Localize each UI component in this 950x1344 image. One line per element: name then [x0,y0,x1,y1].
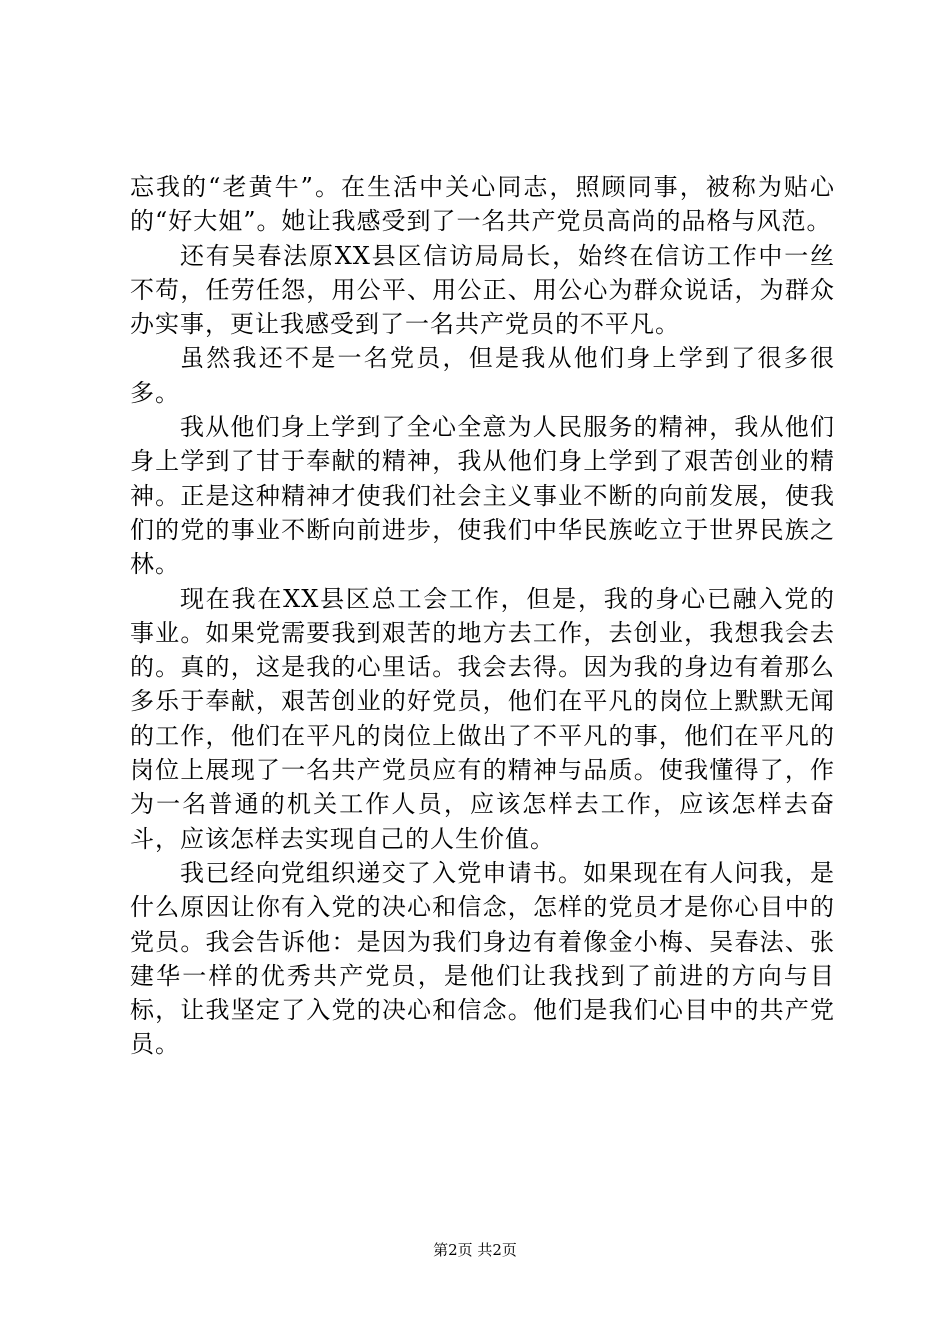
paragraph-2: 还有吴春法原XX县区信访局局长，始终在信访工作中一丝不苟，任劳任怨，用公平、用公正、用公心为群众说话，为群众办实事，更让我感受到了一名共产党员的不平凡。 [130,241,835,339]
paragraph-6: 我已经向党组织递交了入党申请书。如果现在有人问我，是什么原因让你有入党的决心和信念，怎样的党员才是你心目中的党员。我会告诉他：是因为我们身边有着像金小梅、吴春法、张建华一样的优秀共产党员，是他们让我找到了前进的方向与目标，让我坚定了入党的决心和信念。他们是我们心目中的共产党员。 [130,858,835,1059]
paragraph-3: 虽然我还不是一名党员，但是我从他们身上学到了很多很多。 [130,344,835,407]
paragraph-5: 现在我在XX县区总工会工作，但是，我的身心已融入党的事业。如果党需要我到艰苦的地方去工作，去创业，我想我会去的。真的，这是我的心里话。我会去得。因为我的身边有着那么多乐于奉献，艰苦创业的好党员，他们在平凡的岗位上默默无闻的工作，他们在平凡的岗位上做出了不平凡的事，他们在平凡的岗位上展现了一名共产党员应有的精神与品质。使我懂得了，作为一名普通的机关工作人员，应该怎样去工作，应该怎样去奋斗，应该怎样去实现自己的人生价值。 [130,584,835,853]
paragraph-4: 我从他们身上学到了全心全意为人民服务的精神，我从他们身上学到了甘于奉献的精神，我从他们身上学到了艰苦创业的精神。正是这种精神才使我们社会主义事业不断的向前发展，使我们的党的事业不断向前进步，使我们中华民族屹立于世界民族之林。 [130,413,835,579]
paragraph-1: 忘我的“老黄牛”。在生活中关心同志，照顾同事，被称为贴心的“好大姐”。她让我感受到了一名共产党员高尚的品格与风范。 [130,173,835,236]
document-body [130,170,835,1062]
page-number-footer: 第2页 共2页 [433,1241,517,1259]
